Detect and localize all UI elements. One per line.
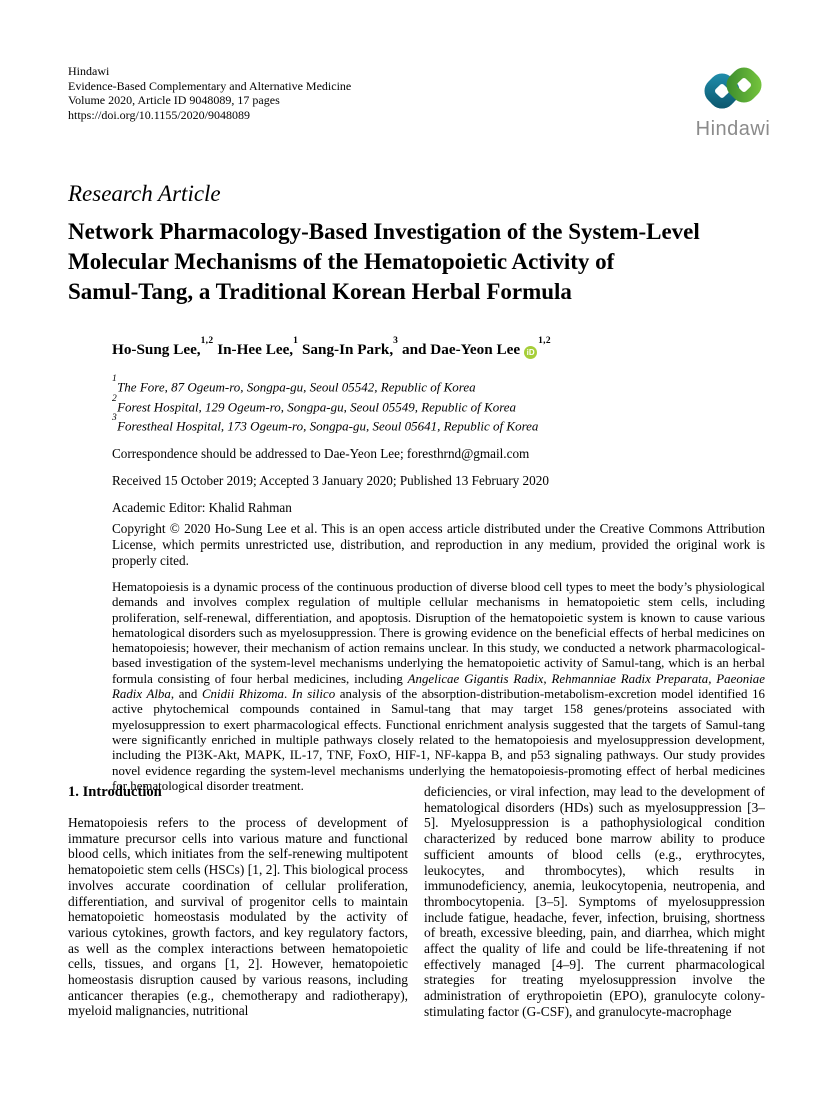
- academic-editor-line: Academic Editor: Khalid Rahman: [112, 499, 292, 515]
- affiliation-3: $^3$Forestheal Hospital, 173 Ogeum-ro, Songpa-gu, Seoul 05641, Republic of Korea: [112, 413, 539, 434]
- author-4: and Dae-Yeon Lee iD$^{1,2}$: [398, 336, 551, 359]
- author-3-affil-sup: 3: [393, 336, 399, 346]
- history-dates-line: Received 15 October 2019; Accepted 3 January 2020; Published 13 February 2020: [112, 472, 549, 488]
- article-title-line-1: Network Pharmacology-Based Investigation of the System-Level: [68, 219, 700, 244]
- left-column: [68, 784, 408, 1020]
- journal-masthead: [68, 64, 351, 122]
- publisher-name: Hindawi: [68, 64, 110, 78]
- author-3: Sang-In Park,$^3$: [298, 336, 399, 359]
- journal-name: Evidence-Based Complementary and Alternative Medicine: [68, 78, 352, 93]
- correspondence-line: Correspondence should be addressed to Dae-Yeon Lee; foresthrnd@gmail.com: [112, 445, 530, 461]
- article-title: [68, 217, 778, 307]
- author-1: Ho-Sung Lee,$^{1,2}$: [112, 336, 214, 359]
- hindawi-logo: [691, 60, 775, 141]
- hindawi-wordmark: Hindawi: [695, 118, 771, 140]
- front-matter: [112, 336, 766, 794]
- author-2: In-Hee Lee,$^1$: [213, 336, 299, 359]
- affiliation-1: $^1$The Fore, 87 Ogeum-ro, Songpa-gu, Seoul 05542, Republic of Korea: [112, 374, 476, 395]
- article-title-line-3: Samul-Tang, a Traditional Korean Herbal Formula: [68, 279, 572, 304]
- hindawi-rings-icon: [691, 60, 775, 116]
- author-1-affil-sup: 1,2: [200, 336, 214, 346]
- intro-paragraph-right: deficiencies, or viral infection, may lead to the development of hematological disorders (HDs) such as myelosuppression [3–5]. Myelosuppression is a pathophysiological condition characterized by reduced bone marrow ability to produce sufficient amounts of blood cells (e.g., erythrocytes, leukocytes, and thrombocytes), which results in immunodeficiency, anemia, leukocytopenia, neutropenia, and thrombocytopenia. [3–5]. Symptoms of myelosuppression include fatigue, headache, fever, infection, bruising, shortness of breath, excessive bleeding, pain, and diarrhea, which might affect the quality of life and could be life-threatening if not effectively managed [4–9]. The current pharmacological strategies for treating myelosuppression involve the administration of erythropoietin (EPO), granulocyte colony-stimulating factor (G-CSF), and granulocyte-macrophage: [424, 784, 765, 1019]
- author-2-affil-sup: 1: [293, 336, 299, 346]
- abstract-text: Hematopoiesis is a dynamic process of the continuous production of diverse blood cell types to meet the body’s physiological demands and involves complex regulation of multiple cellular mechanisms in hematopoietic stem cells, including proliferation, self-renewal, differentiation, and apoptosis. Disruption of the hematopoietic system is known to cause various hematological disorders such as myelosuppression. There is growing evidence on the beneficial effects of herbal medicines on hematopoiesis; however, their mechanism of action remains unclear. In this study, we conducted a network pharmacological-based investigation of the system-level mechanisms underlying the hematopoietic activity of Samul-tang, which is an herbal formula consisting of four herbal medicines, including Angelicae Gigantis Radix, Rehmanniae Radix Preparata, Paeoniae Radix Alba, and Cnidii Rhizoma. In silico analysis of the absorption-distribution-metabolism-excretion model identified 16 active phytochemical compounds contained in Samul-tang that may target 158 genes/proteins associated with myelosuppression to exert pharmacological effects. Functional enrichment analysis suggested that the targets of Samul-tang were significantly enriched in multiple pathways closely related to the hematopoiesis and myelosuppression development, including the PI3K-Akt, MAPK, IL-17, TNF, FoxO, HIF-1, NF-kappa B, and p53 signaling pathways. Our study provides novel evidence regarding the system-level mechanisms underlying the hematopoiesis-promoting effect of herbal medicines for hematological disorder treatment.: [112, 579, 766, 793]
- orcid-icon: iD: [524, 346, 537, 359]
- volume-line: Volume 2020, Article ID 9048089, 17 pages: [68, 93, 280, 108]
- section-heading-introduction: 1. Introduction: [68, 784, 162, 800]
- copyright-text: Copyright © 2020 Ho-Sung Lee et al. This is an open access article distributed under the Creative Commons Attribution License, which permits unrestricted use, distribution, and reproduction in any medium, provided the original work is properly cited.: [112, 520, 765, 568]
- authors-line: [112, 336, 765, 359]
- article-title-line-2: Molecular Mechanisms of the Hematopoietic Activity of: [68, 249, 615, 274]
- affiliations: [112, 376, 765, 435]
- right-column: [424, 784, 765, 1020]
- author-4-affil-sup: 1,2: [538, 336, 551, 346]
- intro-paragraph-left: Hematopoiesis refers to the process of development of immature precursor cells into various mature and functional blood cells, which initiates from the self-renewing multipotent hematopoietic stem cells (HSCs) [1, 2]. This biological process involves accurate coordination of cellular proliferation, differentiation, and survival of progenitor cells to maintain hematopoietic homeostasis modulated by the activity of various cytokines, growth factors, and key regulatory factors, as well as the complex interactions between hematopoietic cells, tissues, and organs [1, 2]. However, hematopoietic homeostasis disruption caused by various reasons, including anticancer therapies (e.g., chemotherapy and radiotherapy), myeloid malignancies, nutritional: [68, 815, 408, 1019]
- body-columns: [68, 784, 765, 1020]
- doi-link: https://doi.org/10.1155/2020/9048089: [68, 107, 251, 122]
- affiliation-2: $^2$Forest Hospital, 129 Ogeum-ro, Songpa-gu, Seoul 05549, Republic of Korea: [112, 393, 517, 415]
- article-type-label: Research Article: [68, 181, 221, 206]
